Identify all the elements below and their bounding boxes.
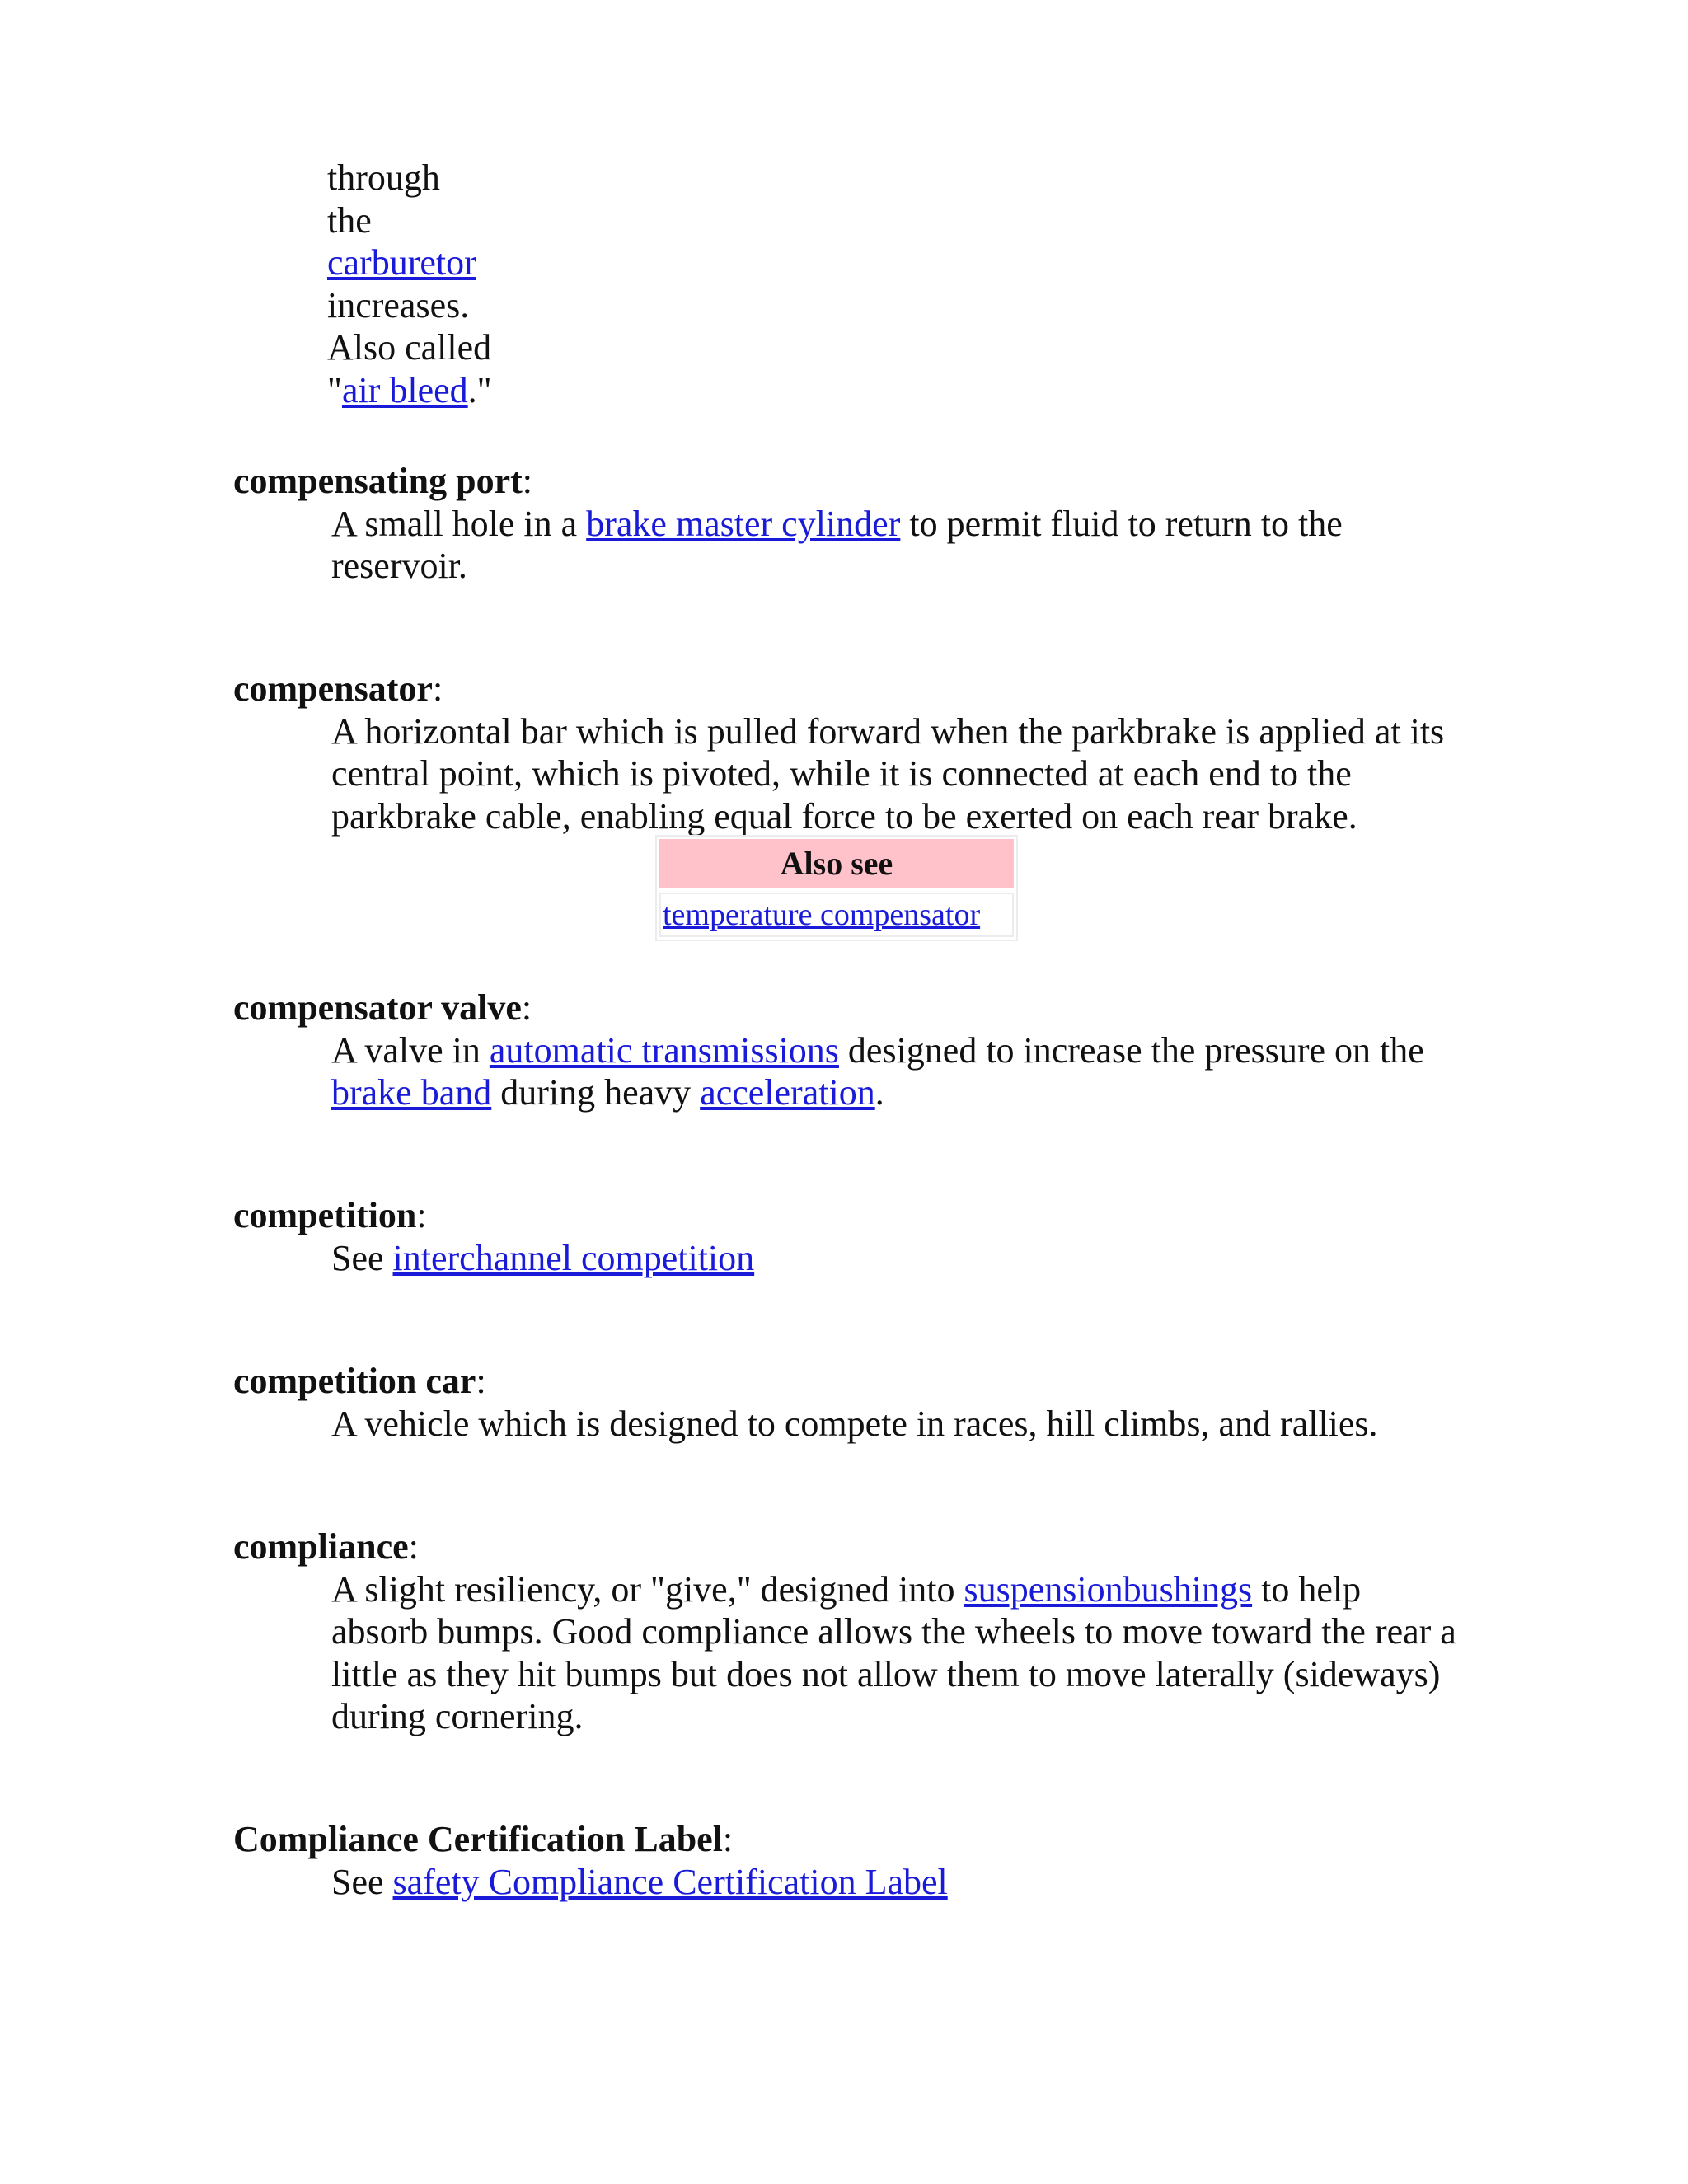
entry-compliance-certification-label bbox=[233, 1818, 1470, 1903]
previous-entry-continuation bbox=[327, 157, 492, 411]
term: compensator: bbox=[233, 668, 443, 709]
entry-competition-car bbox=[233, 1360, 1470, 1445]
term: compensator valve: bbox=[233, 987, 532, 1028]
definition: A slight resiliency, or "give," designed into suspensionbushings to help absorb bumps. Good compliance allows the wheels to move toward the rear a little as they hit bumps but does not allow them to move laterally (sideways) during cornering. bbox=[331, 1568, 1456, 1736]
definition: See safety Compliance Certification Label bbox=[331, 1861, 948, 1902]
entry-compliance bbox=[233, 1526, 1470, 1738]
continuation-line: increases. bbox=[327, 284, 470, 326]
continuation-line: "air bleed." bbox=[327, 369, 492, 410]
automatic-transmissions-link[interactable]: automatic transmissions bbox=[489, 1029, 839, 1071]
suspensionbushings-link[interactable]: suspensionbushings bbox=[964, 1568, 1253, 1610]
temperature-compensator-link[interactable]: temperature compensator bbox=[663, 898, 981, 932]
also-see-cell bbox=[659, 893, 1014, 937]
brake-master-cylinder-link[interactable]: brake master cylinder bbox=[586, 503, 901, 544]
definition: A horizontal bar which is pulled forward when the parkbrake is applied at its central point, which is pivoted, while it is connected at each end to the parkbrake cable, enabling equal force to be exerted on each rear brake. bbox=[331, 710, 1445, 837]
air-bleed-link[interactable]: air bleed bbox=[341, 369, 468, 410]
acceleration-link[interactable]: acceleration bbox=[700, 1072, 875, 1113]
definition: A small hole in a brake master cylinder to permit fluid to return to the reservoir. bbox=[331, 503, 1343, 586]
term: compensating port: bbox=[233, 461, 533, 501]
term: compliance: bbox=[233, 1526, 419, 1567]
also-see-box bbox=[655, 835, 1018, 941]
continuation-line: the bbox=[327, 199, 372, 241]
term: Compliance Certification Label: bbox=[233, 1819, 734, 1859]
entry-compensating-port bbox=[233, 460, 1470, 588]
interchannel-competition-link[interactable]: interchannel competition bbox=[392, 1237, 755, 1278]
continuation-line: through bbox=[327, 157, 440, 198]
term: competition car: bbox=[233, 1361, 486, 1401]
definition: See interchannel competition bbox=[331, 1237, 755, 1278]
definition: A vehicle which is designed to compete in races, hill climbs, and rallies. bbox=[331, 1403, 1378, 1444]
brake-band-link[interactable]: brake band bbox=[331, 1072, 492, 1113]
entry-compensator-valve bbox=[233, 987, 1470, 1114]
definition: A valve in automatic transmissions designed to increase the pressure on the brake band during heavy acceleration. bbox=[331, 1029, 1424, 1113]
safety-compliance-certification-label-link[interactable]: safety Compliance Certification Label bbox=[392, 1861, 948, 1902]
entry-competition bbox=[233, 1194, 1470, 1279]
continuation-line: Also called bbox=[327, 327, 492, 368]
also-see-header: Also see bbox=[659, 839, 1014, 888]
carburetor-link[interactable]: carburetor bbox=[327, 242, 476, 283]
term: competition: bbox=[233, 1195, 427, 1235]
entry-compensator bbox=[233, 668, 1470, 837]
